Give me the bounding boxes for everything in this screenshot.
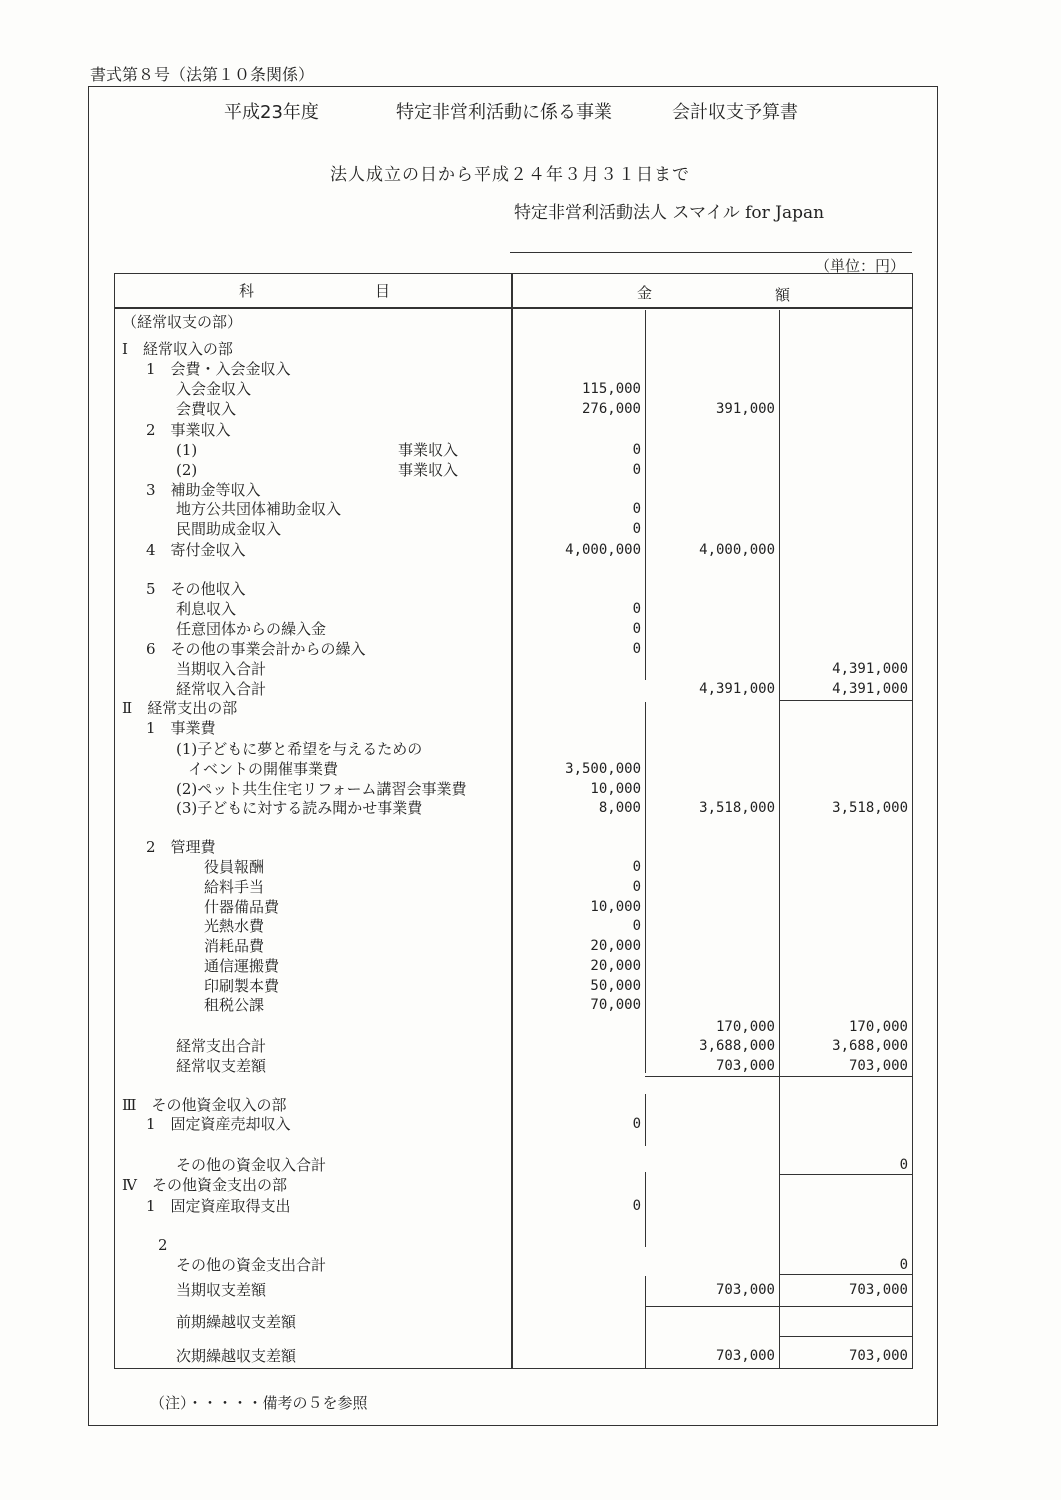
unit-label: （単位：円）	[815, 257, 906, 275]
subject-column-divider	[511, 274, 513, 1368]
amount-c1: 0	[632, 859, 641, 875]
amount-c1: 0	[632, 601, 641, 617]
business-title: 特定非営利活動に係る事業	[396, 102, 612, 123]
row-label: Ⅲ その他資金収入の部	[122, 1096, 287, 1114]
footnote: （注）・・・・・備考の５を参照	[150, 1394, 368, 1412]
amount-c3: 4,391,000	[832, 681, 908, 697]
amount-c1: 8,000	[598, 800, 641, 816]
rule-other-expense	[779, 1274, 912, 1275]
amount-c3: 4,391,000	[832, 661, 908, 677]
amount-c1: 20,000	[590, 938, 641, 954]
amount-c3: 3,518,000	[832, 800, 908, 816]
row-label: 役員報酬	[204, 858, 265, 876]
row-label: 2 事業収入	[146, 421, 231, 439]
row-label: 当期収入合計	[176, 660, 267, 678]
amount-c1: 10,000	[590, 781, 641, 797]
amount-c2: 170,000	[715, 1019, 775, 1035]
row-label: (2)ペット共生住宅リフォーム講習会事業費	[176, 780, 467, 798]
row-label: 1 会費・入会金収入	[146, 360, 291, 378]
row-label: 経常支出合計	[176, 1037, 267, 1055]
amount-c2: 391,000	[715, 401, 775, 417]
row-label: その他の資金支出合計	[176, 1256, 327, 1274]
document-title: 会計収支予算書	[672, 102, 798, 123]
row-label: 地方公共団体補助金収入	[176, 500, 342, 518]
row-label: 3 補助金等収入	[146, 481, 261, 499]
col1-line-e	[645, 1276, 646, 1368]
amount-c1: 276,000	[581, 401, 641, 417]
row-label: イベントの開催事業費	[188, 760, 339, 778]
row-label: 利息収入	[176, 600, 237, 618]
amount-c1: 3,500,000	[565, 761, 641, 777]
amount-c2: 703,000	[715, 1348, 775, 1364]
signature-line	[510, 252, 912, 253]
row-label: 什器備品費	[204, 898, 280, 916]
row-label: 5 その他収入	[146, 580, 246, 598]
row-label: 給料手当	[204, 878, 265, 896]
amount-c2: 703,000	[715, 1282, 775, 1298]
rule-brought-forward	[779, 1336, 912, 1337]
rule-other-income	[779, 1174, 912, 1175]
header-amount-b: 額	[775, 286, 791, 304]
col1-line-b	[645, 702, 646, 1073]
row-label: 民間助成金収入	[176, 520, 282, 538]
row-label: 会費収入	[176, 400, 237, 418]
amount-c1: 0	[632, 462, 641, 478]
row-label: 任意団体からの繰入金	[176, 620, 327, 638]
amount-c1: 0	[632, 501, 641, 517]
amount-c1: 10,000	[590, 899, 641, 915]
row-label: 経常収支差額	[176, 1057, 267, 1075]
rule-period-balance	[645, 1306, 912, 1307]
row-label: 消耗品費	[204, 937, 265, 955]
amount-c2: 4,000,000	[699, 542, 775, 558]
amount-c1: 0	[632, 918, 641, 934]
form-number: 書式第８号（法第１０条関係）	[90, 65, 315, 84]
amount-c2: 703,000	[715, 1058, 775, 1074]
amount-c1: 0	[632, 1116, 641, 1132]
amount-c3: 703,000	[848, 1282, 908, 1298]
row-label: 1 固定資産売却収入	[146, 1115, 291, 1133]
period-text: 法人成立の日から平成２４年３月３１日まで	[330, 165, 690, 185]
row-label: （経常収支の部）	[122, 313, 243, 331]
amount-c1: 0	[632, 641, 641, 657]
amount-c1: 0	[632, 442, 641, 458]
row-label: 6 その他の事業会計からの繰入	[146, 640, 366, 658]
row-label: その他の資金収入合計	[176, 1156, 327, 1174]
row-label: (1)	[176, 441, 198, 459]
organization-name: 特定非営利活動法人 スマイル for Japan	[514, 203, 825, 223]
amount-c3: 0	[899, 1257, 908, 1273]
row-label: 租税公課	[204, 996, 265, 1014]
header-subject-b: 目	[375, 282, 391, 300]
row-label: 光熱水費	[204, 917, 265, 935]
amount-c3: 3,688,000	[832, 1038, 908, 1054]
amount-c2: 3,688,000	[699, 1038, 775, 1054]
col1-line-d	[645, 1172, 646, 1247]
amount-c2: 4,391,000	[699, 681, 775, 697]
header-amount-a: 金	[637, 284, 653, 302]
row-label: Ⅳ その他資金支出の部	[122, 1176, 287, 1194]
amount-c1: 4,000,000	[565, 542, 641, 558]
row-label: 印刷製本費	[204, 977, 280, 995]
amount-c1: 115,000	[581, 381, 641, 397]
row-sub-label: 事業収入	[398, 441, 459, 459]
col1-line-c	[645, 1094, 646, 1146]
row-label: 次期繰越収支差額	[176, 1347, 297, 1365]
row-label: 1 固定資産取得支出	[146, 1197, 291, 1215]
row-label: 1 事業費	[146, 719, 216, 737]
amount-c1: 20,000	[590, 958, 641, 974]
rule-income-total	[779, 700, 912, 701]
header-subject-a: 科	[239, 282, 255, 300]
amount-c1: 0	[632, 879, 641, 895]
amount-c2: 3,518,000	[699, 800, 775, 816]
row-label: 経常収入合計	[176, 680, 267, 698]
amount-c3: 703,000	[848, 1058, 908, 1074]
row-label: (1)子どもに夢と希望を与えるための	[176, 740, 423, 758]
row-label: (2)	[176, 461, 198, 479]
amount-c3: 0	[899, 1157, 908, 1173]
row-label: 2 管理費	[146, 838, 216, 856]
rule-expense-total	[645, 1076, 912, 1077]
amount-c1: 0	[632, 521, 641, 537]
row-label: 通信運搬費	[204, 957, 280, 975]
amount-c1: 70,000	[590, 997, 641, 1013]
row-label: 2	[158, 1236, 168, 1254]
col1-line-a	[645, 310, 646, 680]
row-label: 4 寄付金収入	[146, 541, 246, 559]
row-sub-label: 事業収入	[398, 461, 459, 479]
row-label: Ⅱ 経常支出の部	[122, 699, 238, 717]
amount-c1: 0	[632, 1198, 641, 1214]
row-label: 当期収支差額	[176, 1281, 267, 1299]
amount-c3: 703,000	[848, 1348, 908, 1364]
amount-c1: 50,000	[590, 978, 641, 994]
fiscal-year-title: 平成23年度	[224, 102, 319, 123]
row-label: (3)子どもに対する読み聞かせ事業費	[176, 799, 423, 817]
col2-line	[779, 310, 780, 1368]
amount-c1: 0	[632, 621, 641, 637]
row-label: Ⅰ 経常収入の部	[122, 340, 233, 358]
amount-c3: 170,000	[848, 1019, 908, 1035]
row-label: 入会金収入	[176, 380, 252, 398]
header-divider	[115, 307, 912, 309]
row-label: 前期繰越収支差額	[176, 1313, 297, 1331]
